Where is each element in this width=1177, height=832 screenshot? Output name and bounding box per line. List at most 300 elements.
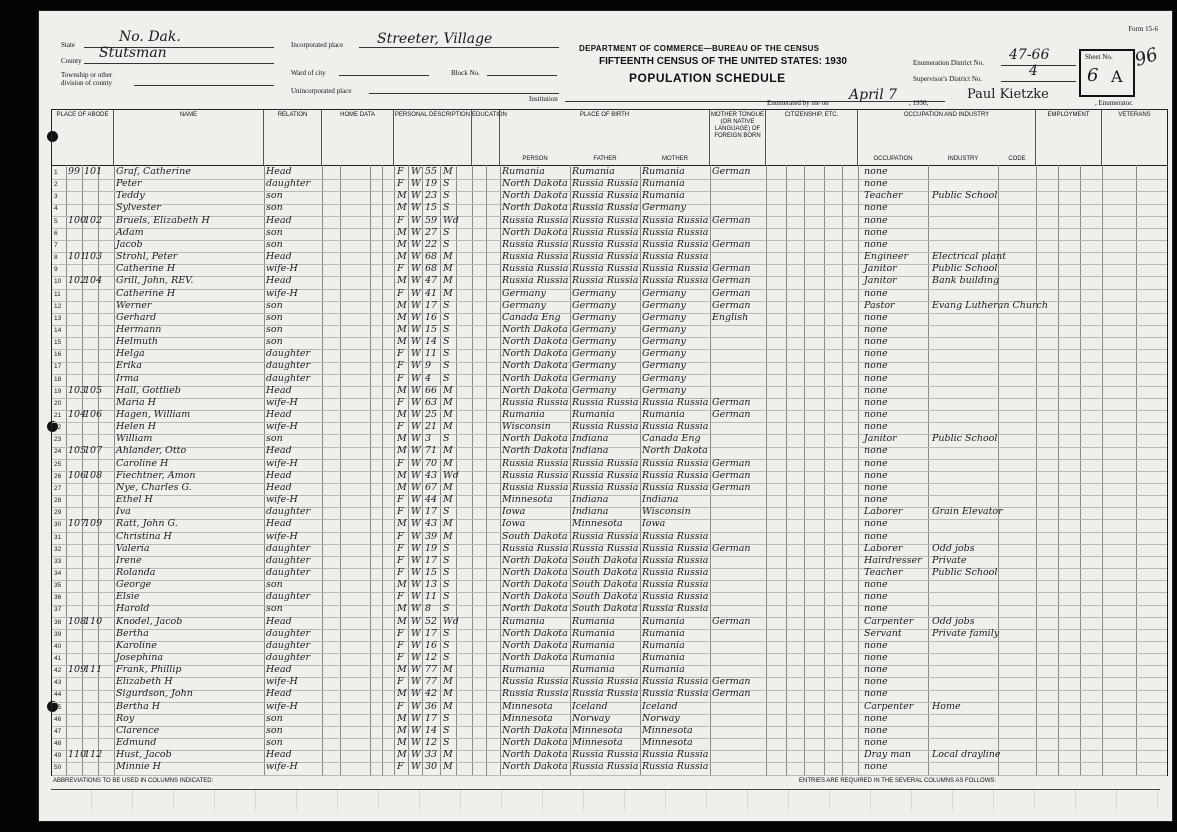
cell-age: 11 bbox=[425, 348, 438, 360]
cell-age: 12 bbox=[425, 652, 438, 663]
cell-occ: none bbox=[864, 360, 888, 372]
state-value: No. Dak. bbox=[119, 29, 181, 45]
row-line: 27 bbox=[54, 484, 62, 492]
cell-name: Hust, Jacob bbox=[116, 749, 172, 761]
cell-name: Iva bbox=[116, 506, 131, 518]
cell-rel: Head bbox=[266, 384, 292, 396]
cell-occ: Engineer bbox=[864, 251, 909, 263]
cell-mb: Germany bbox=[642, 372, 686, 384]
row-line: 45 bbox=[54, 703, 62, 711]
cell-ms: S bbox=[443, 178, 450, 190]
row-line: 24 bbox=[54, 448, 62, 456]
cell-tongue: German bbox=[712, 688, 751, 700]
cell-fb: Russia Russia bbox=[572, 275, 639, 287]
cell-sex: M bbox=[397, 664, 407, 676]
row-line: 28 bbox=[54, 497, 62, 505]
cell-ms: S bbox=[443, 652, 450, 663]
sheet-number: 6 bbox=[1087, 65, 1099, 86]
cell-ms: S bbox=[443, 639, 450, 651]
cell-rel: wife-H bbox=[266, 494, 298, 506]
cell-bp: Russia Russia bbox=[502, 469, 569, 481]
stamp-number: 96 bbox=[1132, 43, 1161, 72]
cell-mb: Wisconsin bbox=[642, 506, 691, 518]
cell-age: 47 bbox=[425, 275, 438, 287]
cell-occ: none bbox=[864, 469, 888, 481]
cell-fb: Minnesota bbox=[572, 724, 623, 736]
col-place-of-abode: PLACE OF ABODE bbox=[52, 110, 114, 165]
cell-ind: Public School bbox=[932, 190, 998, 202]
cell-fam: 107 bbox=[84, 445, 103, 457]
cell-sex: F bbox=[397, 214, 404, 226]
incorporated-value: Streeter, Village bbox=[377, 31, 493, 47]
cell-mb: Russia Russia bbox=[642, 238, 709, 250]
cell-race: W bbox=[411, 712, 421, 724]
cell-fb: Russia Russia bbox=[572, 457, 639, 469]
cell-rel: daughter bbox=[266, 360, 311, 372]
cell-rel: son bbox=[266, 433, 283, 445]
cell-occ: none bbox=[864, 372, 888, 384]
cell-name: Minnie H bbox=[116, 761, 161, 773]
cell-mb: Canada Eng bbox=[642, 433, 701, 445]
cell-bp: North Dakota bbox=[502, 591, 568, 603]
cell-age: 67 bbox=[425, 481, 438, 493]
row-line: 9 bbox=[54, 266, 58, 274]
cell-ms: M bbox=[443, 275, 453, 287]
cell-rel: daughter bbox=[266, 627, 311, 639]
cell-race: W bbox=[411, 579, 421, 591]
cell-dw: 103 bbox=[68, 384, 87, 396]
cell-race: W bbox=[411, 591, 421, 603]
cell-occ: Carpenter bbox=[864, 615, 914, 627]
cell-mb: Russia Russia bbox=[642, 591, 709, 603]
col-relation: RELATION bbox=[264, 110, 322, 165]
cell-bp: Russia Russia bbox=[502, 396, 569, 408]
cell-rel: daughter bbox=[266, 506, 311, 518]
cell-name: George bbox=[116, 579, 152, 591]
cell-race: W bbox=[411, 469, 421, 481]
cell-mb: Germany bbox=[642, 384, 686, 396]
cell-occ: none bbox=[864, 530, 888, 542]
cell-race: W bbox=[411, 457, 421, 469]
cell-race: W bbox=[411, 639, 421, 651]
cell-ind: Public School bbox=[932, 566, 998, 578]
cell-age: 22 bbox=[425, 238, 438, 250]
cell-sex: M bbox=[397, 202, 407, 214]
cell-age: 14 bbox=[425, 336, 438, 348]
col-personal: PERSONAL DESCRIPTION bbox=[394, 110, 472, 165]
cell-sex: F bbox=[397, 263, 404, 275]
cell-bp: Canada Eng bbox=[502, 311, 561, 323]
cell-fb: Russia Russia bbox=[572, 190, 639, 202]
cell-age: 17 bbox=[425, 299, 438, 311]
cell-age: 16 bbox=[425, 639, 438, 651]
cell-ms: S bbox=[443, 542, 450, 554]
cell-bp: North Dakota bbox=[502, 190, 568, 202]
cell-race: W bbox=[411, 166, 421, 177]
cell-sex: M bbox=[397, 238, 407, 250]
cell-age: 9 bbox=[425, 360, 432, 372]
table-row bbox=[52, 762, 1167, 775]
col-employment: EMPLOYMENT bbox=[1036, 110, 1102, 165]
cell-fb: Russia Russia bbox=[572, 761, 639, 773]
cell-sex: F bbox=[397, 639, 404, 651]
cell-mb: Russia Russia bbox=[642, 579, 709, 591]
cell-name: Catherine H bbox=[116, 287, 176, 299]
cell-race: W bbox=[411, 251, 421, 263]
cell-fam: 111 bbox=[84, 664, 103, 676]
cell-race: W bbox=[411, 603, 421, 615]
cell-rel: Head bbox=[266, 664, 292, 676]
cell-age: 16 bbox=[425, 311, 438, 323]
cell-bp: North Dakota bbox=[502, 202, 568, 214]
cell-mb: Iowa bbox=[642, 518, 666, 530]
cell-occ: none bbox=[864, 737, 888, 749]
form-number: Form 15-6 bbox=[1128, 25, 1158, 33]
cell-rel: Head bbox=[266, 251, 292, 263]
cell-fb: South Dakota bbox=[572, 554, 638, 566]
row-line: 4 bbox=[54, 205, 58, 213]
cell-bp: Wisconsin bbox=[502, 421, 551, 433]
cell-rel: son bbox=[266, 323, 283, 335]
cell-name: Adam bbox=[116, 226, 144, 238]
cell-rel: daughter bbox=[266, 554, 311, 566]
cell-name: Strohl, Peter bbox=[116, 251, 178, 263]
row-line: 7 bbox=[54, 241, 58, 249]
cell-age: 30 bbox=[425, 761, 438, 773]
cell-ind: Grain Elevator bbox=[932, 506, 1003, 518]
county-value: Stutsman bbox=[99, 45, 167, 61]
cell-fb: Russia Russia bbox=[572, 688, 639, 700]
col-education: EDUCATION bbox=[472, 110, 500, 165]
cell-mb: Russia Russia bbox=[642, 542, 709, 554]
cell-occ: none bbox=[864, 323, 888, 335]
cell-tongue: German bbox=[712, 263, 751, 275]
cell-ind: Odd jobs bbox=[932, 615, 975, 627]
cell-mb: Russia Russia bbox=[642, 457, 709, 469]
cell-mb: Russia Russia bbox=[642, 688, 709, 700]
cell-rel: wife-H bbox=[266, 761, 298, 773]
cell-occ: none bbox=[864, 652, 888, 663]
col-name: NAME bbox=[114, 110, 264, 165]
cell-dw: 107 bbox=[68, 518, 87, 530]
cell-race: W bbox=[411, 323, 421, 335]
cell-fb: Germany bbox=[572, 348, 616, 360]
cell-fam: 102 bbox=[84, 214, 103, 226]
col-code: CODE bbox=[1008, 156, 1026, 162]
cell-occ: none bbox=[864, 421, 888, 433]
cell-name: Karoline bbox=[116, 639, 157, 651]
census-title: FIFTEENTH CENSUS OF THE UNITED STATES: 1930 bbox=[599, 56, 847, 67]
cell-age: 15 bbox=[425, 202, 438, 214]
cell-fb: Russia Russia bbox=[572, 749, 639, 761]
cell-ms: M bbox=[443, 251, 453, 263]
cell-bp: North Dakota bbox=[502, 554, 568, 566]
cell-ms: M bbox=[443, 457, 453, 469]
cell-rel: Head bbox=[266, 445, 292, 457]
cell-occ: Janitor bbox=[864, 433, 897, 445]
cell-fb: Germany bbox=[572, 299, 616, 311]
cell-sex: M bbox=[397, 749, 407, 761]
cell-race: W bbox=[411, 336, 421, 348]
cell-occ: none bbox=[864, 579, 888, 591]
cell-bp: North Dakota bbox=[502, 323, 568, 335]
cell-age: 71 bbox=[425, 445, 438, 457]
cell-rel: Head bbox=[266, 481, 292, 493]
cell-occ: none bbox=[864, 202, 888, 214]
cell-bp: North Dakota bbox=[502, 627, 568, 639]
cell-mb: Rumania bbox=[642, 190, 685, 202]
cell-race: W bbox=[411, 700, 421, 712]
cell-fb: Russia Russia bbox=[572, 263, 639, 275]
cell-ind: Public School bbox=[932, 263, 998, 275]
col-place-of-birth bbox=[500, 110, 710, 165]
cell-sex: M bbox=[397, 409, 407, 420]
cell-name: Catherine H bbox=[116, 263, 176, 275]
cell-name: Ethel H bbox=[116, 494, 153, 506]
cell-mb: Indiana bbox=[642, 494, 679, 506]
cell-dw: 110 bbox=[68, 749, 87, 761]
col-occupation bbox=[858, 110, 1036, 165]
enumerator-name: Paul Kietzke bbox=[967, 87, 1049, 102]
cell-fam: 105 bbox=[84, 384, 103, 396]
cell-ms: M bbox=[443, 518, 453, 530]
cell-tongue: German bbox=[712, 287, 751, 299]
row-line: 42 bbox=[54, 667, 62, 675]
enumerated-label: Enumerated by me on bbox=[767, 99, 829, 107]
cell-sex: M bbox=[397, 433, 407, 445]
county-label: County bbox=[61, 57, 82, 65]
cell-sex: F bbox=[397, 421, 404, 433]
cell-name: Ahlander, Otto bbox=[116, 445, 187, 457]
cell-tongue: German bbox=[712, 676, 751, 688]
row-line: 17 bbox=[54, 363, 62, 371]
cell-name: Sigurdson, John bbox=[116, 688, 193, 700]
cell-rel: wife-H bbox=[266, 676, 298, 688]
cell-bp: Russia Russia bbox=[502, 275, 569, 287]
cell-mb: Russia Russia bbox=[642, 226, 709, 238]
cell-rel: daughter bbox=[266, 652, 311, 663]
cell-ms: S bbox=[443, 506, 450, 518]
cell-rel: wife-H bbox=[266, 530, 298, 542]
cell-bp: South Dakota bbox=[502, 530, 568, 542]
row-line: 25 bbox=[54, 460, 62, 468]
cell-sex: M bbox=[397, 323, 407, 335]
cell-sex: F bbox=[397, 360, 404, 372]
cell-name: Caroline H bbox=[116, 457, 169, 469]
row-line: 49 bbox=[54, 752, 62, 760]
cell-rel: Head bbox=[266, 166, 292, 177]
cell-occ: Janitor bbox=[864, 275, 897, 287]
cell-bp: Rumania bbox=[502, 166, 545, 177]
cell-occ: none bbox=[864, 311, 888, 323]
cell-ms: S bbox=[443, 238, 450, 250]
cell-ms: M bbox=[443, 166, 453, 177]
cell-race: W bbox=[411, 287, 421, 299]
cell-age: 33 bbox=[425, 749, 438, 761]
cell-name: Frank, Phillip bbox=[116, 664, 182, 676]
cell-sex: F bbox=[397, 166, 404, 177]
cell-occ: none bbox=[864, 445, 888, 457]
cell-fb: Rumania bbox=[572, 652, 615, 663]
cell-race: W bbox=[411, 372, 421, 384]
cell-race: W bbox=[411, 761, 421, 773]
cell-name: Christina H bbox=[116, 530, 172, 542]
cell-bp: North Dakota bbox=[502, 579, 568, 591]
cell-fb: Indiana bbox=[572, 494, 609, 506]
cell-age: 77 bbox=[425, 664, 438, 676]
cell-mb: Russia Russia bbox=[642, 554, 709, 566]
cell-name: Roy bbox=[116, 712, 135, 724]
cell-name: Helen H bbox=[116, 421, 156, 433]
cell-race: W bbox=[411, 190, 421, 202]
cell-mb: Russia Russia bbox=[642, 469, 709, 481]
cell-race: W bbox=[411, 627, 421, 639]
cell-bp: North Dakota bbox=[502, 178, 568, 190]
cell-ind: Private bbox=[932, 554, 967, 566]
cell-age: 23 bbox=[425, 190, 438, 202]
cell-sex: F bbox=[397, 761, 404, 773]
cell-rel: son bbox=[266, 737, 283, 749]
cell-name: William bbox=[116, 433, 153, 445]
cell-age: 15 bbox=[425, 323, 438, 335]
cell-fb: Iceland bbox=[572, 700, 608, 712]
cell-bp: Russia Russia bbox=[502, 542, 569, 554]
cell-race: W bbox=[411, 481, 421, 493]
cell-ind: Private family bbox=[932, 627, 1000, 639]
cell-fb: Rumania bbox=[572, 664, 615, 676]
incorporated-label: Incorporated place bbox=[291, 41, 344, 49]
cell-occ: Teacher bbox=[864, 566, 903, 578]
cell-fb: Indiana bbox=[572, 433, 609, 445]
cell-age: 19 bbox=[425, 178, 438, 190]
cell-bp: North Dakota bbox=[502, 639, 568, 651]
cell-tongue: German bbox=[712, 299, 751, 311]
col-mother: MOTHER bbox=[662, 156, 688, 162]
enum-district-label: Enumeration District No. bbox=[913, 59, 984, 67]
cell-mb: Russia Russia bbox=[642, 421, 709, 433]
cell-name: Bertha H bbox=[116, 700, 161, 712]
cell-race: W bbox=[411, 433, 421, 445]
cell-occ: none bbox=[864, 639, 888, 651]
cell-ind: Odd jobs bbox=[932, 542, 975, 554]
cell-fb: Russia Russia bbox=[572, 226, 639, 238]
cell-sex: M bbox=[397, 737, 407, 749]
cell-fb: Rumania bbox=[572, 639, 615, 651]
cell-bp: North Dakota bbox=[502, 360, 568, 372]
cell-rel: son bbox=[266, 712, 283, 724]
cell-fam: 103 bbox=[84, 251, 103, 263]
cell-ms: S bbox=[443, 591, 450, 603]
cell-age: 8 bbox=[425, 603, 432, 615]
cell-name: Teddy bbox=[116, 190, 145, 202]
cell-fb: South Dakota bbox=[572, 591, 638, 603]
cell-rel: wife-H bbox=[266, 396, 298, 408]
cell-name: Erika bbox=[116, 360, 142, 372]
cell-sex: M bbox=[397, 190, 407, 202]
cell-sex: F bbox=[397, 554, 404, 566]
cell-name: Josephina bbox=[116, 652, 164, 663]
cell-rel: wife-H bbox=[266, 287, 298, 299]
col-occupation-title: OCCUPATION AND INDUSTRY bbox=[903, 112, 990, 118]
cell-ind: Home bbox=[932, 700, 961, 712]
cell-tongue: German bbox=[712, 457, 751, 469]
cell-sex: M bbox=[397, 384, 407, 396]
cell-sex: M bbox=[397, 226, 407, 238]
cell-mb: Germany bbox=[642, 311, 686, 323]
cell-occ: Janitor bbox=[864, 263, 897, 275]
cell-name: Ratt, John G. bbox=[116, 518, 178, 530]
cell-tongue: German bbox=[712, 275, 751, 287]
row-line: 14 bbox=[54, 326, 62, 334]
cell-age: 4 bbox=[425, 372, 432, 384]
cell-bp: Rumania bbox=[502, 664, 545, 676]
cell-bp: Rumania bbox=[502, 409, 545, 420]
cell-fb: Indiana bbox=[572, 506, 609, 518]
cell-fam: 106 bbox=[84, 409, 103, 420]
cell-age: 68 bbox=[425, 251, 438, 263]
cell-occ: Laborer bbox=[864, 542, 903, 554]
cell-race: W bbox=[411, 724, 421, 736]
cell-age: 42 bbox=[425, 688, 438, 700]
cell-name: Irma bbox=[116, 372, 139, 384]
cell-ind: Local drayline bbox=[932, 749, 1001, 761]
cell-age: 14 bbox=[425, 724, 438, 736]
cell-sex: F bbox=[397, 676, 404, 688]
cell-fb: Russia Russia bbox=[572, 421, 639, 433]
cell-bp: North Dakota bbox=[502, 761, 568, 773]
row-line: 6 bbox=[54, 229, 58, 237]
cell-ms: M bbox=[443, 749, 453, 761]
cell-rel: Head bbox=[266, 518, 292, 530]
cell-race: W bbox=[411, 421, 421, 433]
row-line: 44 bbox=[54, 691, 62, 699]
col-home-data: HOME DATA bbox=[322, 110, 394, 165]
cell-rel: Head bbox=[266, 615, 292, 627]
row-line: 29 bbox=[54, 509, 62, 517]
cell-name: Bruels, Elizabeth H bbox=[116, 214, 210, 226]
cell-race: W bbox=[411, 652, 421, 663]
cell-rel: wife-H bbox=[266, 421, 298, 433]
cell-rel: wife-H bbox=[266, 700, 298, 712]
cell-name: Elizabeth H bbox=[116, 676, 173, 688]
cell-age: 11 bbox=[425, 591, 438, 603]
cell-ms: M bbox=[443, 688, 453, 700]
cell-age: 3 bbox=[425, 433, 432, 445]
cell-sex: M bbox=[397, 603, 407, 615]
footer-entries: ENTRIES ARE REQUIRED IN THE SEVERAL COLUMNS AS FOLLOWS: bbox=[799, 778, 997, 784]
footer-instructions bbox=[51, 789, 1160, 810]
cell-ms: S bbox=[443, 360, 450, 372]
cell-name: Elsie bbox=[116, 591, 140, 603]
cell-tongue: German bbox=[712, 238, 751, 250]
cell-race: W bbox=[411, 566, 421, 578]
sheet-letter: A bbox=[1111, 67, 1123, 86]
cell-bp: North Dakota bbox=[502, 749, 568, 761]
row-line: 26 bbox=[54, 472, 62, 480]
cell-occ: none bbox=[864, 688, 888, 700]
cell-mb: Rumania bbox=[642, 639, 685, 651]
cell-fb: Germany bbox=[572, 311, 616, 323]
cell-dw: 108 bbox=[68, 615, 87, 627]
cell-fam: 110 bbox=[84, 615, 103, 627]
cell-fb: Russia Russia bbox=[572, 238, 639, 250]
cell-fam: 112 bbox=[84, 749, 103, 761]
cell-rel: daughter bbox=[266, 348, 311, 360]
cell-sex: F bbox=[397, 494, 404, 506]
cell-mb: Russia Russia bbox=[642, 676, 709, 688]
col-person: PERSON bbox=[522, 156, 548, 162]
cell-dw: 100 bbox=[68, 214, 87, 226]
